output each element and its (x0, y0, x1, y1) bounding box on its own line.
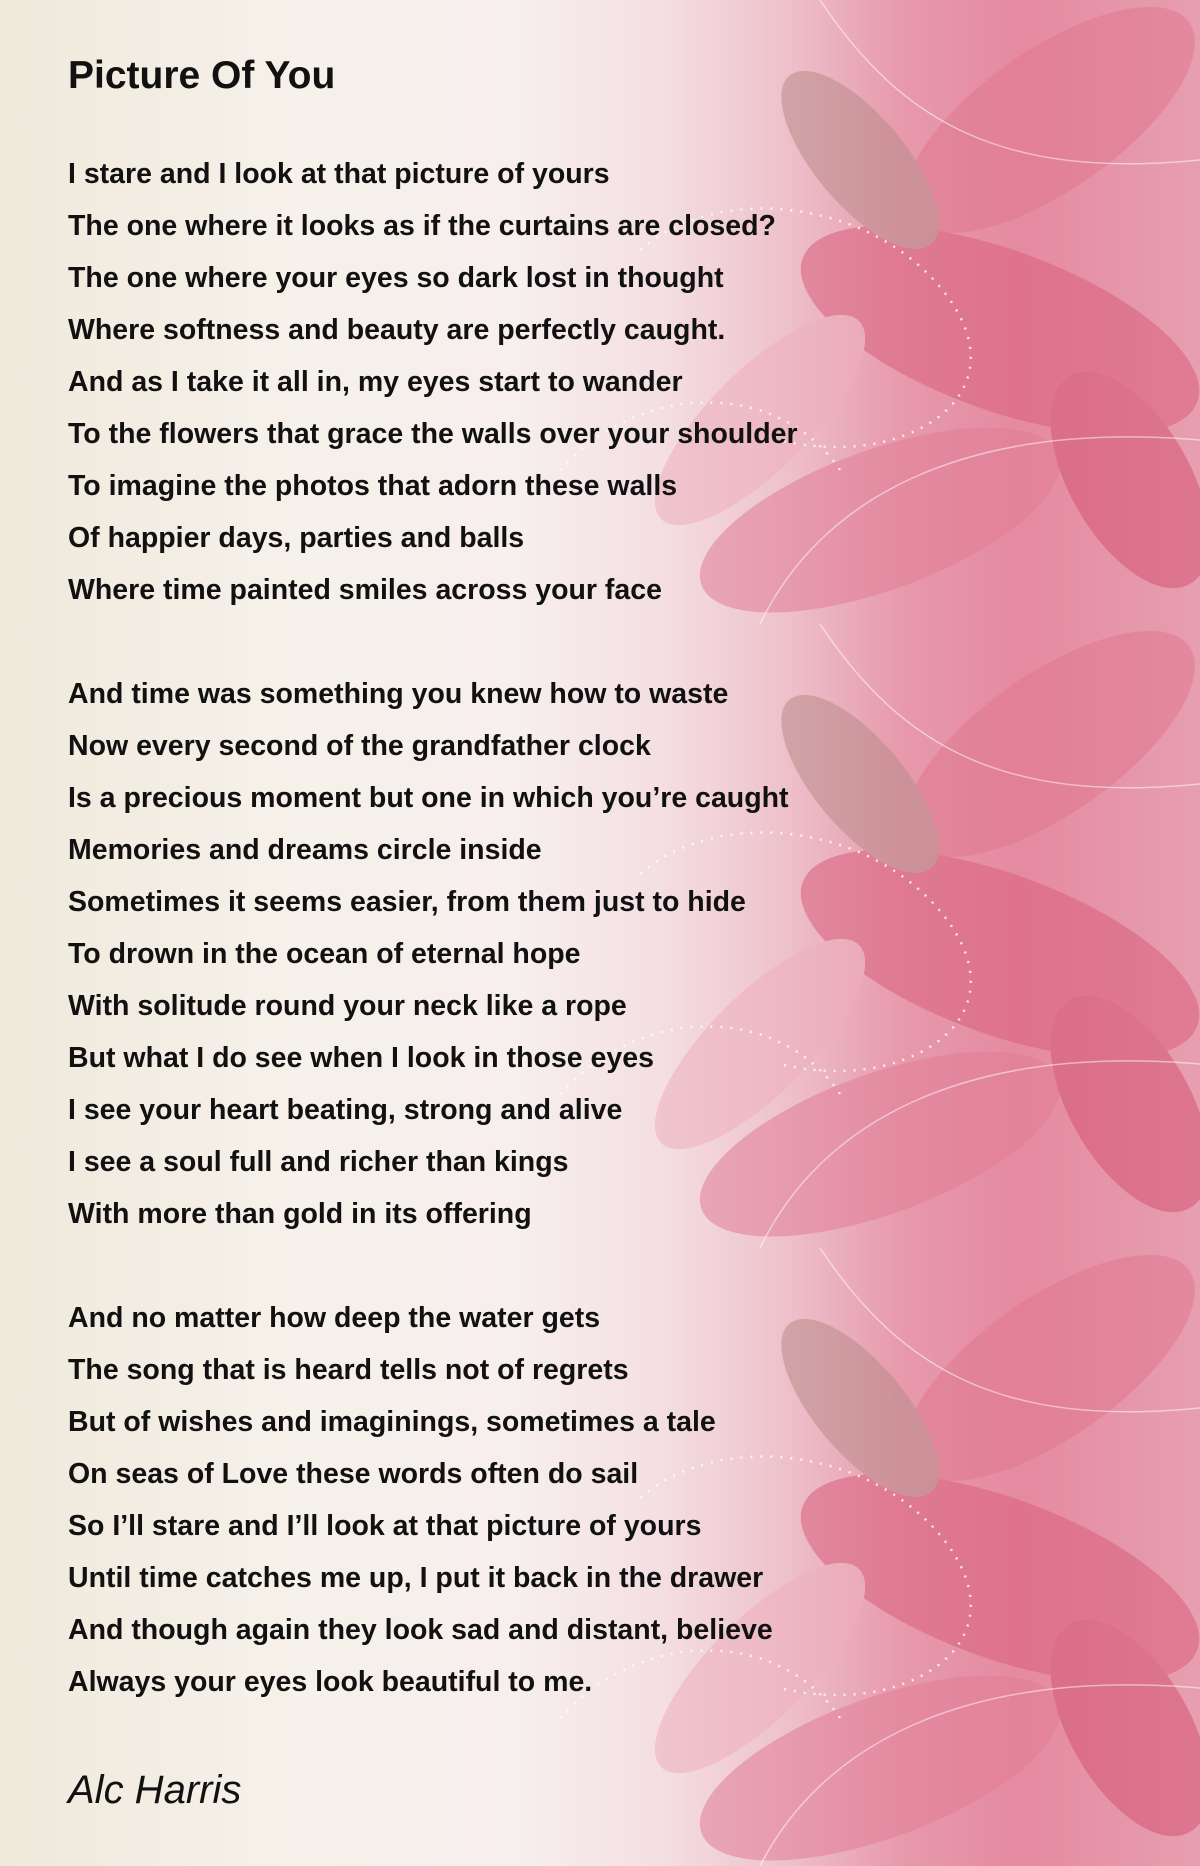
poem-line: Is a precious moment but one in which you’re caught (68, 782, 789, 814)
poem-line: And time was something you knew how to waste (68, 678, 729, 710)
poem-line: I see your heart beating, strong and alive (68, 1094, 623, 1126)
poem-line: So I’ll stare and I’ll look at that picture of yours (68, 1510, 702, 1542)
stanza-2 (68, 668, 789, 1240)
poem-line: And no matter how deep the water gets (68, 1302, 601, 1334)
poem-line: I see a soul full and richer than kings (68, 1146, 569, 1178)
poem-title: Picture Of You (68, 54, 336, 97)
poem-line: To imagine the photos that adorn these walls (68, 470, 678, 502)
stanza-3 (68, 1292, 773, 1708)
poem-line: Where time painted smiles across your face (68, 574, 662, 606)
poem-line: I stare and I look at that picture of yours (68, 158, 610, 190)
poem-line: And though again they look sad and distant, believe (68, 1614, 773, 1646)
poem-line: On seas of Love these words often do sail (68, 1458, 639, 1490)
poem-line: Of happier days, parties and balls (68, 522, 525, 554)
poem-line: And as I take it all in, my eyes start to wander (68, 366, 683, 398)
poem-line: The one where your eyes so dark lost in thought (68, 262, 724, 294)
poem-line: Sometimes it seems easier, from them just to hide (68, 886, 746, 918)
poem-line: To drown in the ocean of eternal hope (68, 938, 581, 970)
poem-line: Now every second of the grandfather clock (68, 730, 651, 762)
poem-line: But what I do see when I look in those eyes (68, 1042, 654, 1074)
stanza-1 (68, 148, 798, 616)
poem-line: The song that is heard tells not of regrets (68, 1354, 629, 1386)
poem-line: With more than gold in its offering (68, 1198, 532, 1230)
poem-line: But of wishes and imaginings, sometimes a tale (68, 1406, 716, 1438)
poem-line: With solitude round your neck like a rope (68, 990, 627, 1022)
poem-line: Until time catches me up, I put it back in the drawer (68, 1562, 764, 1594)
poem-author: Alc Harris (68, 1768, 242, 1812)
poem-line: To the flowers that grace the walls over your shoulder (68, 418, 798, 450)
poem-line: The one where it looks as if the curtains are closed? (68, 210, 776, 242)
poem-line: Memories and dreams circle inside (68, 834, 542, 866)
poem-line: Where softness and beauty are perfectly caught. (68, 314, 726, 346)
poem-line: Always your eyes look beautiful to me. (68, 1666, 593, 1698)
